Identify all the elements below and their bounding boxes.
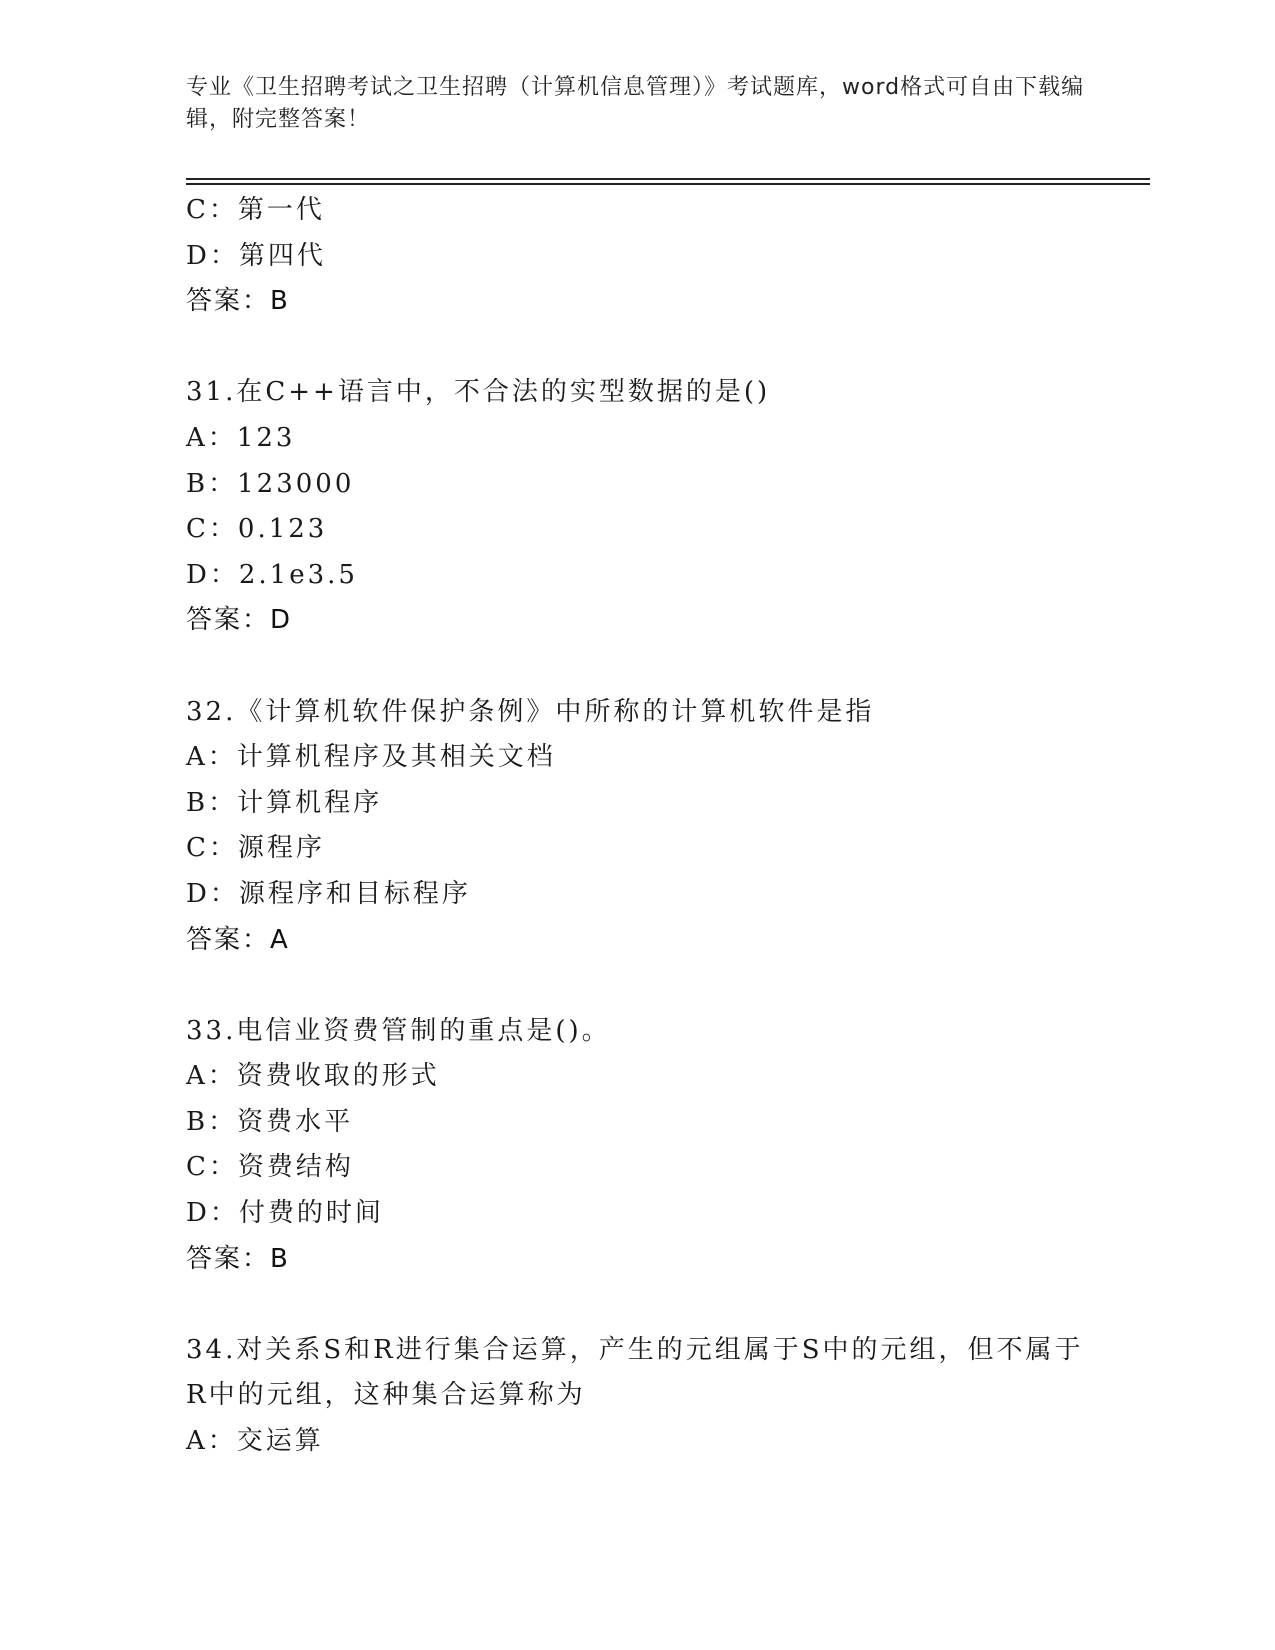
option-a xyxy=(186,735,1086,781)
option-letter: B： xyxy=(186,1106,238,1137)
option-letter: A： xyxy=(186,1061,237,1092)
option-text: 123000 xyxy=(237,468,355,499)
option-a xyxy=(186,1054,1086,1100)
option-letter: D： xyxy=(186,559,239,590)
option-d xyxy=(186,1191,1086,1237)
option-letter: A： xyxy=(186,422,237,453)
option-text: 计算机程序及其相关文档 xyxy=(236,742,556,773)
header-text: 专业《卫生招聘考试之卫生招聘（计算机信息管理）》考试题库，word格式可自由下载编辑，附完整答案！ xyxy=(186,75,1085,132)
question-34 xyxy=(186,1328,1086,1465)
answer-line: 答案：D xyxy=(186,605,293,636)
option-a xyxy=(186,1419,1086,1465)
question-33 xyxy=(186,1009,1086,1283)
option-letter: C： xyxy=(186,195,238,225)
option-text: 123 xyxy=(236,422,296,453)
option-d xyxy=(186,553,1086,599)
option-letter: A： xyxy=(186,1426,237,1457)
question-32 xyxy=(186,690,1086,964)
spacer xyxy=(186,963,1086,1009)
question-list xyxy=(186,188,1086,1465)
option-c xyxy=(186,1145,1086,1191)
option-text: 0.123 xyxy=(237,514,328,545)
option-text: 源程序 xyxy=(237,833,325,864)
question-31 xyxy=(186,370,1086,644)
header-divider-bottom xyxy=(186,183,1150,185)
option-letter: C： xyxy=(186,1152,238,1183)
option-c xyxy=(186,507,1086,553)
question-stem: 34.对关系S和R进行集合运算，产生的元组属于S中的元组，但不属于R中的元组，这种集合运算称为 xyxy=(186,1334,1084,1411)
option-letter: B： xyxy=(186,468,238,499)
option-text: 2.1e3.5 xyxy=(238,559,358,590)
option-text: 计算机程序 xyxy=(237,787,383,818)
answer-line: 答案：A xyxy=(186,924,290,955)
option-b xyxy=(186,462,1086,508)
option-letter: D： xyxy=(186,1198,239,1229)
option-letter: C： xyxy=(186,833,238,864)
answer-line: 答案：B xyxy=(186,1243,290,1274)
option-c xyxy=(186,826,1086,872)
option-text: 第一代 xyxy=(237,195,325,225)
answer-line: 答案：B xyxy=(186,286,290,317)
spacer xyxy=(186,1282,1086,1328)
option-c xyxy=(186,188,1086,234)
option-letter: A： xyxy=(186,742,237,773)
option-text: 源程序和目标程序 xyxy=(238,878,471,909)
option-text: 资费结构 xyxy=(237,1152,354,1183)
option-letter: D： xyxy=(186,878,239,909)
question-prev xyxy=(186,188,1086,325)
page-header xyxy=(186,72,1086,136)
spacer xyxy=(186,644,1086,690)
option-d xyxy=(186,234,1086,280)
option-b xyxy=(186,1100,1086,1146)
option-d xyxy=(186,872,1086,918)
option-text: 第四代 xyxy=(238,240,326,271)
header-divider-top xyxy=(186,178,1150,180)
question-stem: 31.在C++语言中，不合法的实型数据的是() xyxy=(186,377,771,408)
option-b xyxy=(186,781,1086,827)
option-text: 资费收取的形式 xyxy=(236,1061,440,1092)
option-text: 资费水平 xyxy=(237,1106,354,1137)
option-letter: B： xyxy=(186,787,238,818)
option-text: 交运算 xyxy=(236,1426,324,1457)
option-letter: C： xyxy=(186,514,238,545)
question-stem: 33.电信业资费管制的重点是()。 xyxy=(186,1015,611,1046)
spacer xyxy=(186,325,1086,371)
option-letter: D： xyxy=(186,240,239,271)
option-a xyxy=(186,416,1086,462)
question-stem: 32.《计算机软件保护条例》中所称的计算机软件是指 xyxy=(186,696,875,727)
option-text: 付费的时间 xyxy=(238,1198,384,1229)
